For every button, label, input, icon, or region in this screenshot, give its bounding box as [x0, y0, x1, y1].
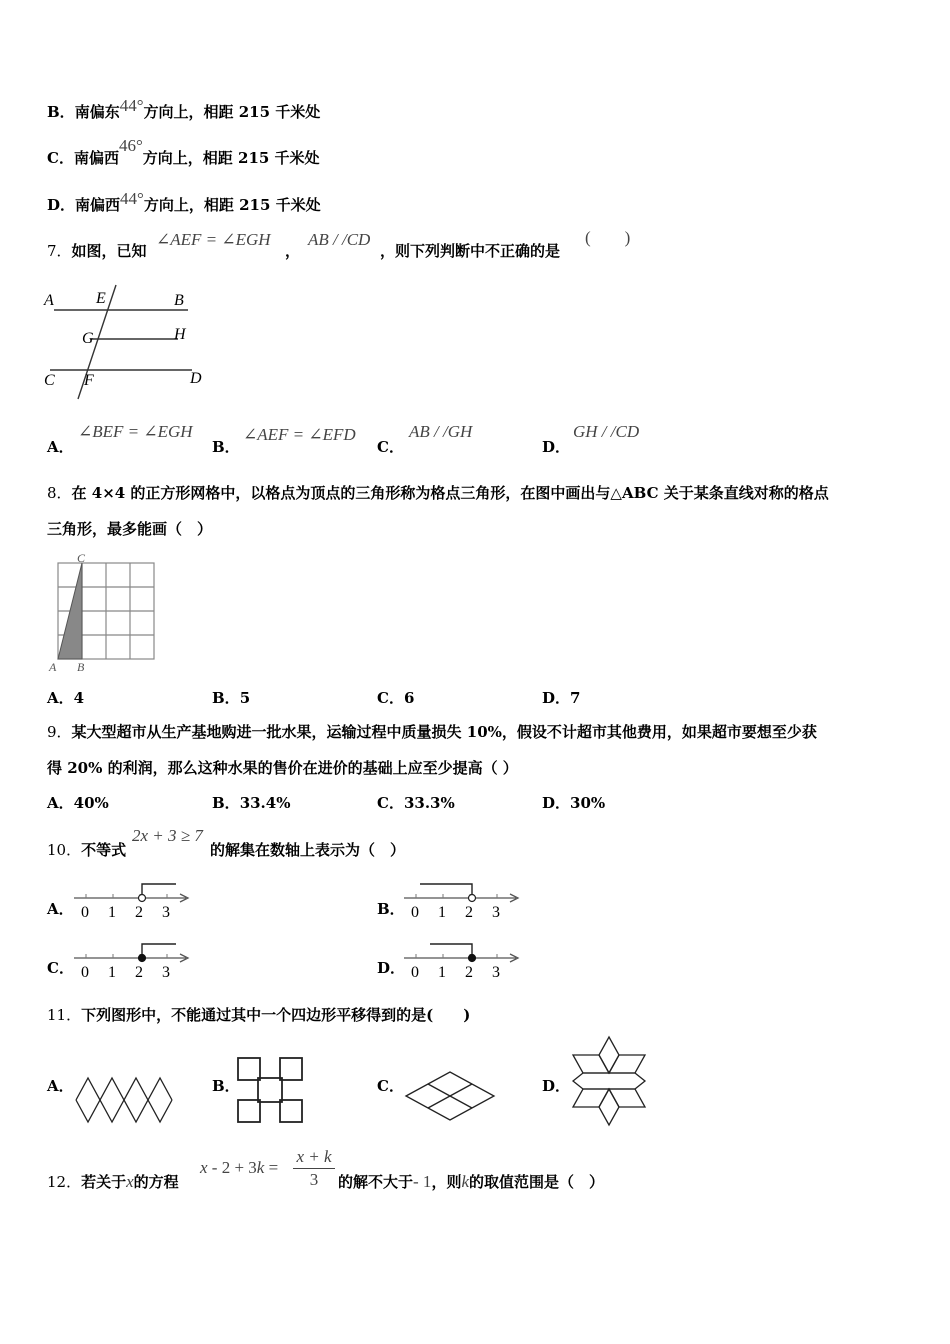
label-b: B: [77, 660, 85, 672]
q10-option-d-label: D．: [377, 959, 406, 977]
q7-condition-parallel: AB / /CD: [308, 230, 371, 249]
q12-condition: 的解不大于- 1，则k的取值范围是（ ）: [338, 1172, 605, 1191]
q10-question: 的解集在数轴上表示为（ ）: [210, 841, 406, 859]
q10-option-b-label: B．: [377, 900, 405, 918]
q10-numberline-c: [72, 940, 192, 982]
q7-option-c-label: C．: [377, 438, 404, 456]
q10-inequality: 2x + 3 ≥ 7: [132, 826, 203, 845]
q7-answer-paren: ( ): [585, 228, 631, 247]
svg-text:2: 2: [465, 904, 473, 921]
svg-text:0: 0: [411, 964, 419, 981]
q11-figure-a: [72, 1074, 178, 1128]
label-h: H: [174, 326, 186, 343]
fraction-denominator: 3: [309, 1170, 319, 1189]
q8-option-d: D．7: [542, 689, 581, 707]
q8-grid-figure: [44, 550, 160, 672]
svg-text:2: 2: [135, 904, 143, 921]
q8-option-c: C．6: [377, 689, 415, 707]
q7-question: ，则下列判断中不正确的是: [380, 242, 561, 260]
svg-text:3: 3: [492, 904, 500, 921]
q10-stem: 10．不等式: [47, 841, 127, 859]
q8-stem-line2: 三角形，最多能画（ ）: [47, 520, 213, 538]
q6-option-d: D．南偏西44°方向上，相距 215 千米处: [47, 189, 321, 214]
q6-option-b: B．南偏东44°方向上，相距 215 千米处: [47, 96, 321, 121]
q7-condition-angles: ∠AEF = ∠EGH: [156, 230, 271, 249]
q7-figure: [40, 283, 210, 401]
label-b: B: [174, 292, 184, 309]
q11-option-b-label: B．: [212, 1077, 240, 1095]
fraction-bar: [293, 1168, 335, 1169]
q8-option-a: A．4: [47, 689, 85, 707]
q7-option-d-text: GH / /CD: [573, 422, 640, 441]
svg-text:1: 1: [438, 904, 446, 921]
svg-text:0: 0: [81, 964, 89, 981]
svg-text:3: 3: [162, 964, 170, 981]
q10-option-c-label: C．: [47, 959, 74, 977]
q8-stem-line1: 8．在 4×4 的正方形网格中，以格点为顶点的三角形称为格点三角形，在图中画出与△ABC 关于某条直线对称的格点: [47, 484, 829, 502]
label-c: C: [77, 551, 86, 565]
label-a: A: [44, 292, 54, 309]
q9-stem-line2: 得 20% 的利润，那么这种水果的售价在进价的基础上应至少提高（ ）: [47, 759, 518, 777]
q7-stem: 7．如图，已知: [47, 242, 147, 260]
q12-stem: 12．若关于x的方程: [47, 1172, 179, 1191]
label-a: A: [49, 660, 57, 672]
label-g: G: [82, 330, 94, 347]
q12-equation-lhs: x - 2 + 3k =: [200, 1158, 279, 1177]
q11-stem: 11．下列图形中，不能通过其中一个四边形平移得到的是( ): [47, 1006, 471, 1024]
q9-option-b: B．33.4%: [212, 794, 291, 812]
q10-numberline-a: [72, 880, 192, 922]
q11-figure-b: [234, 1054, 306, 1126]
q10-option-a-label: A．: [47, 900, 74, 918]
svg-text:1: 1: [108, 964, 116, 981]
label-e: E: [96, 290, 106, 307]
q7-option-a-text: ∠BEF = ∠EGH: [78, 422, 193, 441]
svg-text:1: 1: [438, 964, 446, 981]
q9-option-c: C．33.3%: [377, 794, 455, 812]
q8-option-b: B．5: [212, 689, 251, 707]
label-f: F: [84, 372, 94, 389]
label-d: D: [190, 370, 202, 387]
q9-stem-line1: 9．某大型超市从生产基地购进一批水果，运输过程中质量损失 10%，假设不计超市其他费用，如果超市要想至少获: [47, 723, 817, 741]
svg-text:1: 1: [108, 904, 116, 921]
q11-figure-d: [568, 1034, 650, 1128]
q11-option-a-label: A．: [47, 1077, 74, 1095]
label-c: C: [44, 372, 55, 389]
q11-option-c-label: C．: [377, 1077, 404, 1095]
svg-text:3: 3: [162, 904, 170, 921]
svg-text:2: 2: [135, 964, 143, 981]
q6-option-c: C．南偏西46°方向上，相距 215 千米处: [47, 136, 320, 167]
q7-option-a-label: A．: [47, 438, 74, 456]
q9-option-d: D．30%: [542, 794, 606, 812]
q7-option-b-label: B．: [212, 438, 240, 456]
svg-text:3: 3: [492, 964, 500, 981]
svg-text:0: 0: [411, 904, 419, 921]
q10-numberline-b: [402, 880, 522, 922]
svg-text:2: 2: [465, 964, 473, 981]
q7-option-b-text: ∠AEF = ∠EFD: [243, 425, 356, 444]
q9-option-a: A．40%: [47, 794, 109, 812]
q11-option-d-label: D．: [542, 1077, 571, 1095]
q7-option-c-text: AB / /GH: [409, 422, 473, 441]
q12-fraction: [293, 1147, 335, 1190]
svg-text:0: 0: [81, 904, 89, 921]
q11-figure-c: [402, 1068, 498, 1124]
q10-numberline-d: [402, 940, 522, 982]
fraction-numerator: x + k: [296, 1147, 332, 1166]
q7-comma: ，: [285, 242, 301, 260]
q7-option-d-label: D．: [542, 438, 571, 456]
